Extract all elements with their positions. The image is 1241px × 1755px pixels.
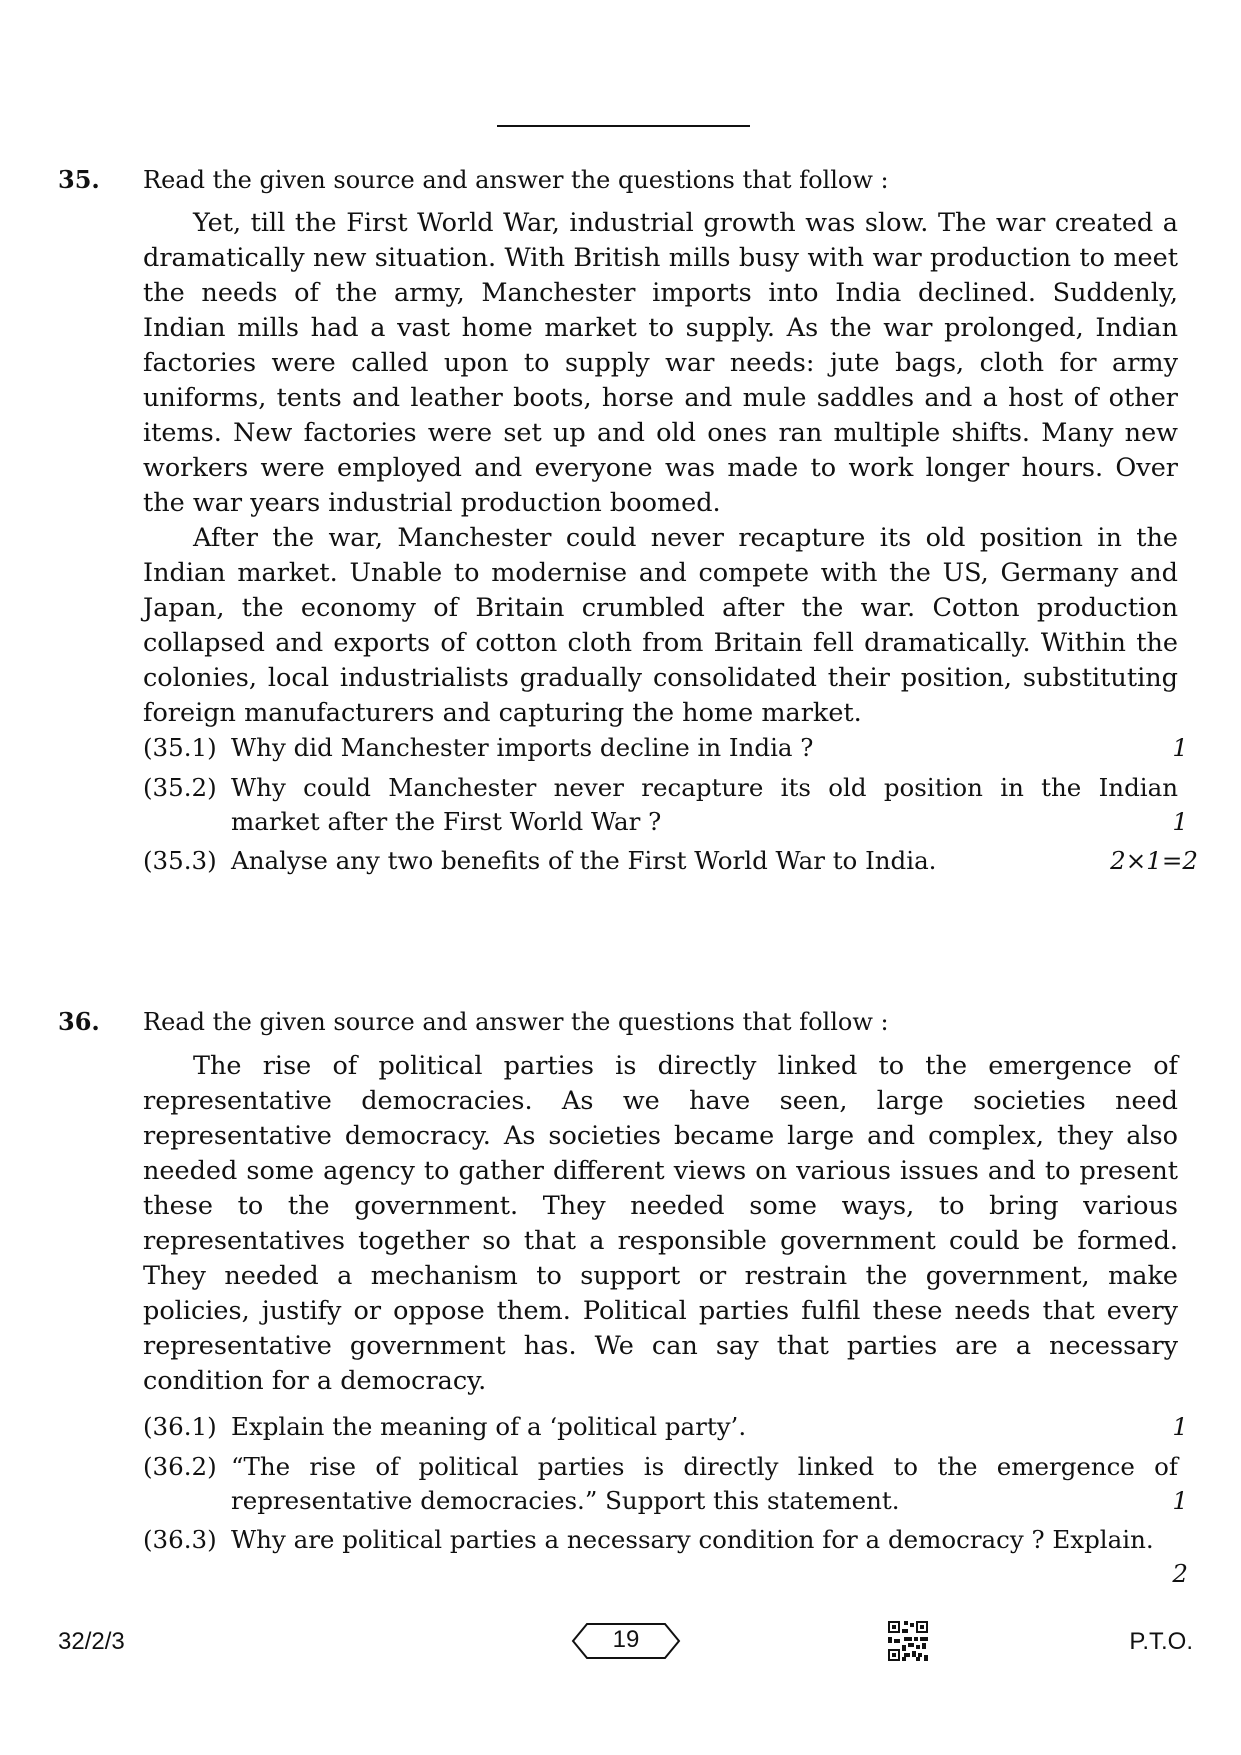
sub-question-number: (35.3)	[143, 846, 217, 875]
paper-code: 32/2/3	[58, 1628, 125, 1655]
sub-question-text: Analyse any two benefits of the First World War to India.	[231, 846, 937, 875]
page-number: 19	[612, 1626, 640, 1653]
source-paragraph-1: Yet, till the First World War, industrial growth was slow. The war created a dramatically new situation. With British mills busy with war production to meet the needs of the army, Manchester imports into India declined. Suddenly, Indian mills had a vast home market to supply. As the war prolonged, Indian factories were called upon to supply war needs: jute bags, cloth for army uniforms, tents and leather boots, horse and mule saddles and a host of other items. New factories were set up and old ones ran multiple shifts. Many new workers were employed and everyone was made to work longer hours. Over the war years industrial production boomed.	[143, 208, 1178, 518]
marks: 1	[1172, 733, 1188, 762]
sub-question-number: (35.1)	[143, 733, 217, 762]
question-number: 36.	[58, 1007, 100, 1036]
source-paragraph-1: The rise of political parties is directly linked to the emergence of representative democracies. As we have seen, large societies need representative democracy. As societies became large and complex, they also needed some agency to gather different views on various issues and to present these to the government. They needed some ways, to bring various representatives together so that a responsible government could be formed. They needed a mechanism to support or restrain the government, make policies, justify or oppose them. Political parties fulfil these needs that every representative government has. We can say that parties are a necessary condition for a democracy.	[143, 1051, 1178, 1396]
sub-question-number: (36.3)	[143, 1525, 217, 1554]
page-number-arrow-icon	[571, 1622, 681, 1660]
sub-question-text: Explain the meaning of a ‘political party’.	[231, 1412, 747, 1441]
question-number: 35.	[58, 165, 100, 194]
qr-code-icon	[888, 1621, 928, 1661]
question-intro: Read the given source and answer the questions that follow :	[143, 1008, 889, 1036]
question-intro: Read the given source and answer the questions that follow :	[143, 166, 889, 194]
marks: 1	[1172, 1412, 1188, 1441]
sub-question-number: (36.1)	[143, 1412, 217, 1441]
sub-question-number: (35.2)	[143, 773, 217, 802]
marks: 2×1=2	[1110, 846, 1198, 875]
top-divider	[497, 125, 750, 127]
marks: 2	[1172, 1559, 1188, 1588]
sub-question-text: Why could Manchester never recapture its old position in the Indian market after the First World War ?	[231, 773, 1178, 836]
sub-question-text: Why are political parties a necessary condition for a democracy ? Explain.	[231, 1525, 1154, 1554]
marks: 1	[1172, 1486, 1188, 1515]
source-paragraph-2: After the war, Manchester could never recapture its old position in the Indian market. Unable to modernise and compete with the US, Germany and Japan, the economy of Britain crumbled after the war. Cotton production collapsed and exports of cotton cloth from Britain fell dramatically. Within the colonies, local industrialists gradually consolidated their position, substituting foreign manufacturers and capturing the home market.	[143, 523, 1178, 728]
sub-question-text: “The rise of political parties is directly linked to the emergence of representative democracies.” Support this statement.	[231, 1452, 1178, 1515]
sub-question-text: Why did Manchester imports decline in India ?	[231, 733, 814, 762]
marks: 1	[1172, 807, 1188, 836]
sub-question-number: (36.2)	[143, 1452, 217, 1481]
please-turn-over: P.T.O.	[1129, 1628, 1193, 1655]
